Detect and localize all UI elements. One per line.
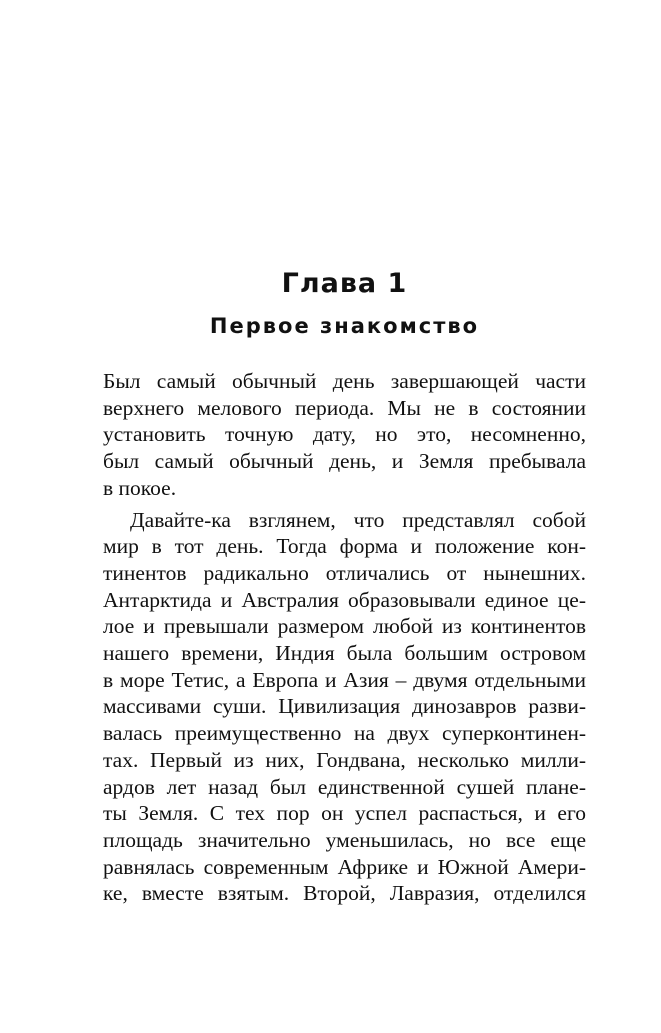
- text-line: мир в тот день. Тогда форма и положение кон-: [103, 534, 586, 559]
- book-page: [103, 0, 586, 1033]
- text-line: ты Земля. С тех пор он успел распасться, и его: [103, 801, 586, 826]
- paragraph-1: [103, 368, 586, 502]
- body-text: [103, 368, 586, 907]
- text-line: верхнего мелового периода. Мы не в состоянии: [103, 395, 586, 420]
- text-line: Давайте-ка взглянем, что представлял собой: [130, 507, 586, 532]
- text-line: валась преимущественно на двух суперконтинен-: [103, 721, 586, 746]
- paragraph-2: [103, 507, 586, 908]
- text-line: тах. Первый из них, Гондвана, несколько милли-: [103, 747, 586, 772]
- text-line: площадь значительно уменьшилась, но все еще: [103, 827, 586, 852]
- text-line: в покое.: [103, 475, 177, 500]
- text-line: установить точную дату, но это, несомненно,: [103, 422, 586, 447]
- chapter-title: Глава 1: [281, 268, 408, 299]
- text-line: равнялась современным Африке и Южной Амери-: [103, 854, 586, 879]
- text-line: был самый обычный день, и Земля пребывала: [103, 449, 586, 474]
- text-line: нашего времени, Индия была большим островом: [103, 641, 586, 666]
- text-line: лое и превышали размером любой из континентов: [103, 614, 586, 639]
- text-line: Антарктида и Австралия образовывали единое це-: [103, 587, 586, 612]
- text-line: в море Тетис, а Европа и Азия – двумя отдельными: [103, 667, 586, 692]
- text-line: ардов лет назад был единственной сушей плане-: [103, 774, 586, 799]
- chapter-subtitle: Первое знакомство: [209, 314, 480, 338]
- text-line: массивами суши. Цивилизация динозавров разви-: [103, 694, 586, 719]
- text-line: ке, вместе взятым. Второй, Лавразия, отделился: [103, 881, 586, 906]
- text-line: Был самый обычный день завершающей части: [103, 369, 586, 393]
- text-line: тинентов радикально отличались от нынешних.: [103, 560, 586, 585]
